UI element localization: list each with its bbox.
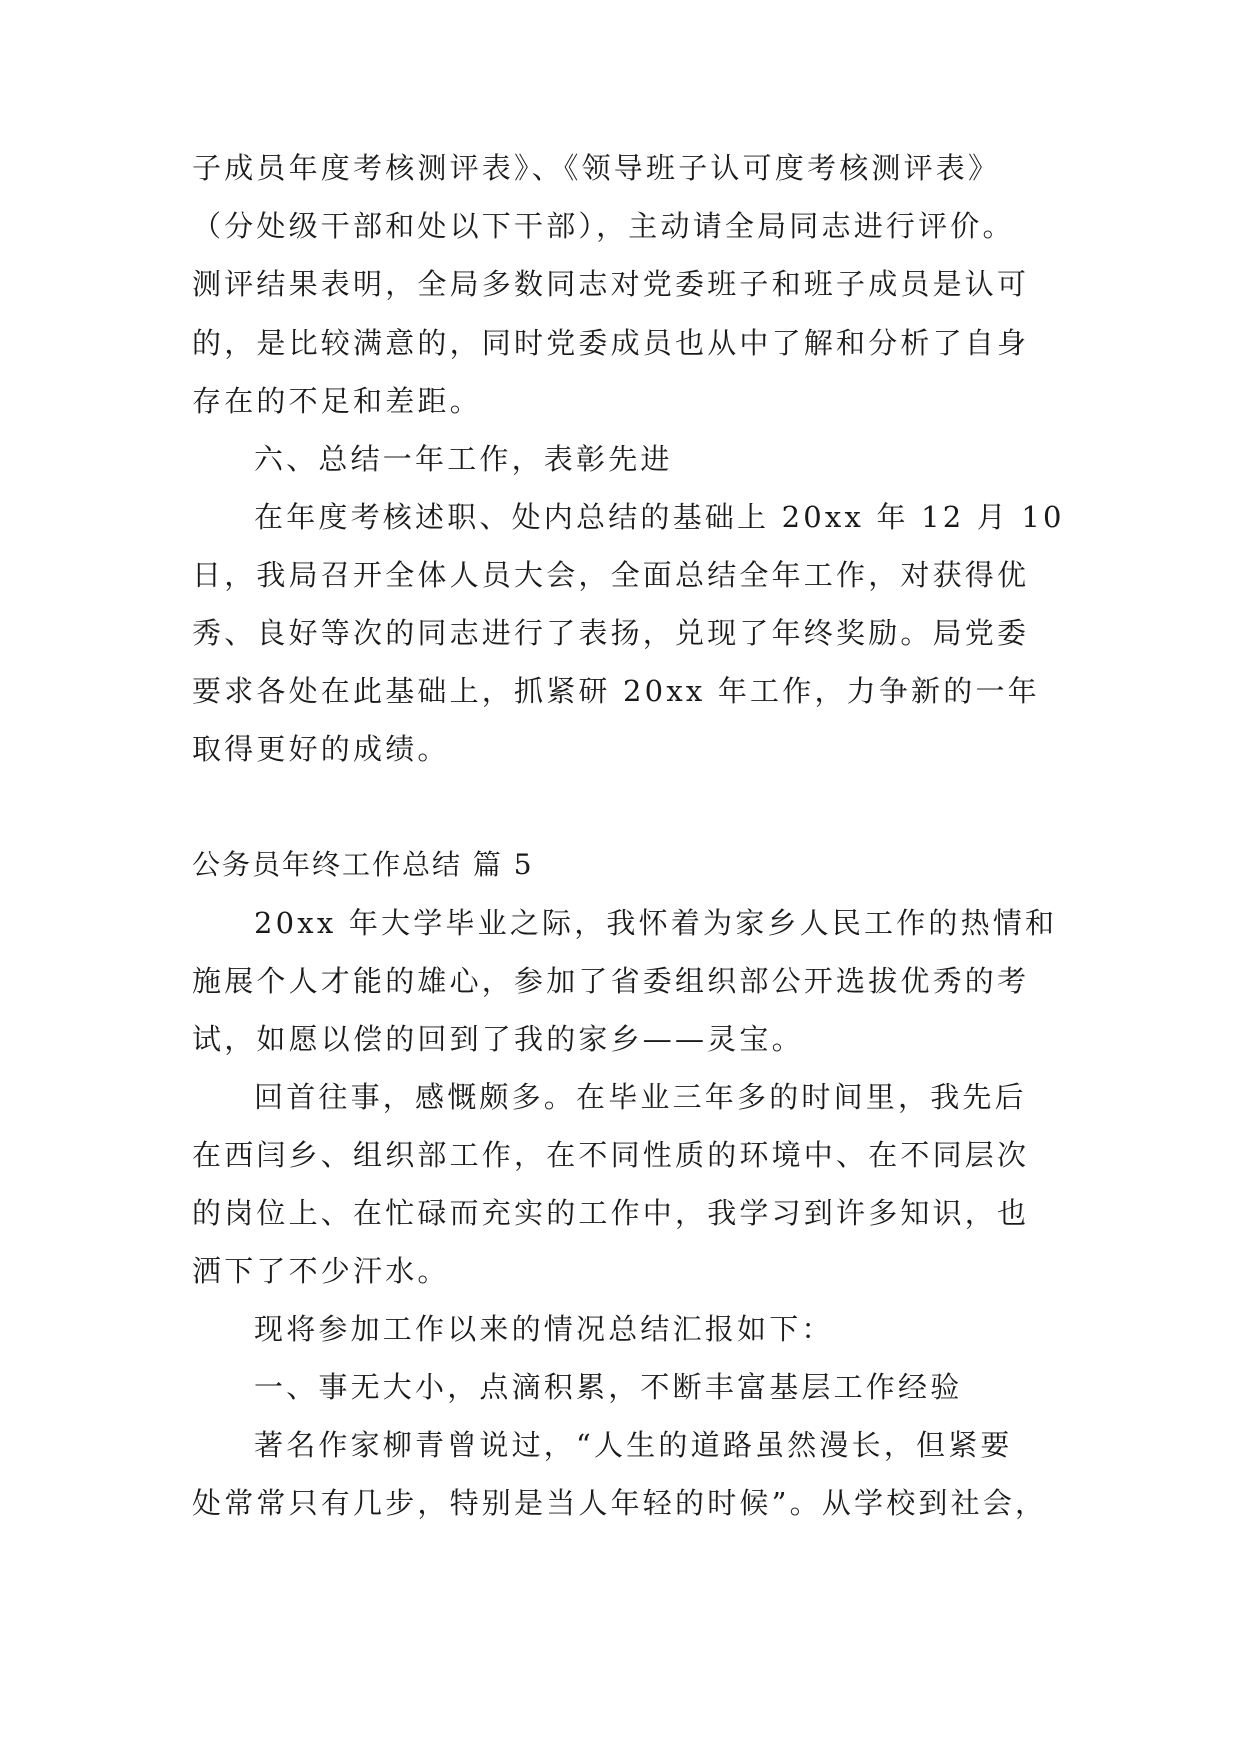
text-line: 的岗位上、在忙碌而充实的工作中，我学习到许多知识，也 (192, 1196, 1030, 1230)
text-line: 施展个人才能的雄心，参加了省委组织部公开选拔优秀的考 (192, 964, 1030, 998)
text-line: 洒下了不少汗水。 (192, 1254, 450, 1288)
section-heading: 一、事无大小，点滴积累，不断丰富基层工作经验 (254, 1370, 963, 1404)
text-line: 在年度考核述职、处内总结的基础上 20xx 年 12 月 10 (254, 500, 1065, 534)
text-line: 取得更好的成绩。 (192, 732, 450, 766)
text-line: 20xx 年大学毕业之际，我怀着为家乡人民工作的热情和 (254, 906, 1058, 940)
text-line: （分处级干部和处以下干部），主动请全局同志进行评价。 (192, 209, 1015, 243)
text-line: 在西闫乡、组织部工作，在不同性质的环境中、在不同层次 (192, 1138, 1030, 1172)
text-line: 试，如愿以偿的回到了我的家乡——灵宝。 (192, 1022, 804, 1056)
text-line: 要求各处在此基础上，抓紧研 20xx 年工作，力争新的一年 (192, 674, 1040, 708)
text-line: 日，我局召开全体人员大会，全面总结全年工作，对获得优 (192, 558, 1030, 592)
text-line: 秀、良好等次的同志进行了表扬，兑现了年终奖励。局党委 (192, 616, 1030, 650)
text-line: 子成员年度考核测评表》、《领导班子认可度考核测评表》 (192, 151, 1001, 185)
text-line: 现将参加工作以来的情况总结汇报如下： (254, 1312, 834, 1346)
text-line: 测评结果表明，全局多数同志对党委班子和班子成员是认可 (192, 267, 1030, 301)
text-line: 著名作家柳青曾说过，“人生的道路虽然漫长，但紧要 (254, 1428, 1013, 1462)
text-line: 存在的不足和差距。 (192, 384, 482, 418)
text-line: 处常常只有几步，特别是当人年轻的时候”。从学校到社会， (192, 1486, 1048, 1520)
text-line: 回首往事，感慨颇多。在毕业三年多的时间里，我先后 (254, 1080, 1027, 1114)
text-line: 的，是比较满意的，同时党委成员也从中了解和分析了自身 (192, 326, 1030, 360)
section-heading: 六、总结一年工作，表彰先进 (254, 442, 673, 476)
article-title: 公务员年终工作总结 篇 5 (192, 848, 534, 881)
